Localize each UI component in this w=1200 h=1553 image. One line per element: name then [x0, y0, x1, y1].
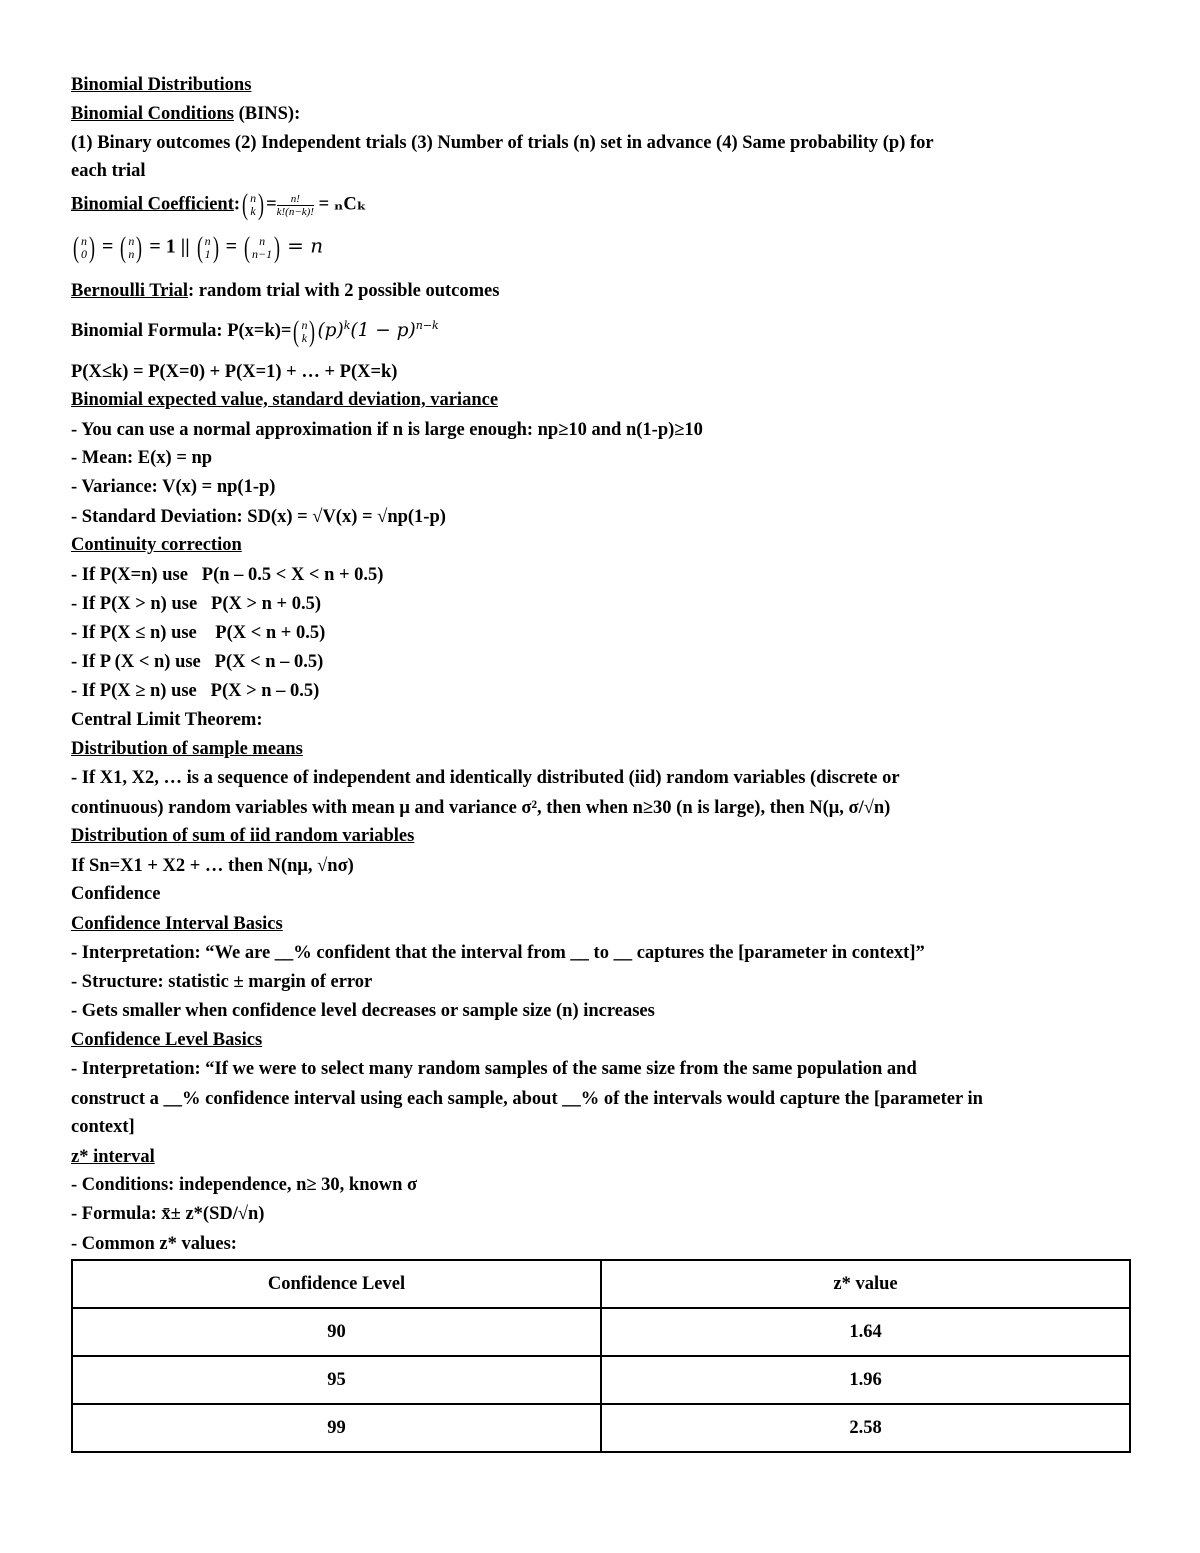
list-item: - Structure: statistic ± margin of error: [71, 972, 373, 992]
list-item: - If P(X ≤ n) use P(X < n + 0.5): [71, 623, 326, 643]
table-cell: 99: [72, 1404, 601, 1452]
list-item: - If P (X < n) use P(X < n – 0.5): [71, 652, 324, 672]
cumulative-line: P(X≤k) = P(X=0) + P(X=1) + … + P(X=k): [71, 362, 398, 382]
list-item: - Variance: V(x) = np(1-p): [71, 477, 276, 497]
conditions-line: (1) Binary outcomes (2) Independent trials (3) Number of trials (n) set in advance (4) Same probability (p) for: [71, 133, 934, 153]
list-item: - Conditions: independence, n≥ 30, known σ: [71, 1175, 418, 1195]
table-header-row: [72, 1260, 1130, 1308]
page-title: Binomial Distributions: [71, 75, 252, 95]
table-header: Confidence Level: [72, 1260, 601, 1308]
clt-heading: Central Limit Theorem:: [71, 710, 263, 730]
sum-line: If Sn=X1 + X2 + … then N(nμ, √nσ): [71, 856, 354, 876]
table-header: z* value: [601, 1260, 1130, 1308]
conditions-heading-suffix: (BINS):: [233, 104, 301, 124]
continuity-heading: Continuity correction: [71, 535, 242, 555]
coef-fraction: $\frac{n!}{k!(n-k)!}$: [276, 192, 314, 218]
bernoulli-line: Bernoulli Trial: random trial with 2 possible outcomes: [71, 281, 500, 301]
cl-line: - Interpretation: “If we were to select many random samples of the same size from the same population and: [71, 1059, 917, 1079]
conditions-heading-label: Binomial Conditions: [71, 104, 234, 124]
list-item: - Gets smaller when confidence level decreases or sample size (n) increases: [71, 1001, 655, 1021]
table-cell: 1.64: [601, 1308, 1130, 1356]
coef-suffix: = ₙCₖ: [318, 194, 367, 215]
table-row: [72, 1356, 1130, 1404]
list-item: - Mean: E(x) = np: [71, 448, 213, 468]
sample-means-heading: Distribution of sample means: [71, 739, 303, 759]
list-item: - You can use a normal approximation if n is large enough: np≥10 and n(1-p)≥10: [71, 420, 703, 440]
confidence-heading: Confidence: [71, 884, 161, 904]
list-item: - If P(X > n) use P(X > n + 0.5): [71, 594, 322, 614]
expected-heading: Binomial expected value, standard deviation, variance: [71, 390, 499, 410]
list-item: - If P(X=n) use P(n – 0.5 < X < n + 0.5): [71, 565, 384, 585]
list-item: - Formula: x̄± z*(SD/√n): [71, 1204, 265, 1224]
table-cell: 95: [72, 1356, 601, 1404]
list-item: - Standard Deviation: SD(x) = √V(x) = √np(1-p): [71, 507, 446, 527]
coef-label: Binomial Coefficient: [71, 194, 234, 215]
z-values-table: [71, 1259, 1131, 1453]
cl-line: context]: [71, 1117, 135, 1137]
binomial-n-k: ( n k ): [242, 188, 265, 221]
list-item: - Interpretation: “We are __% confident that the interval from __ to __ captures the [parameter in context]”: [71, 943, 925, 963]
sample-means-line: continuous) random variables with mean μ and variance σ², then when n≥30 (n is large), then N(μ, σ/√n): [71, 798, 891, 818]
binomial-formula-line: Binomial Formula: P(x=k)= ( n k ) $(p)^k(1 - p)^{n-k}$: [71, 314, 439, 348]
conditions-line: each trial: [71, 161, 146, 181]
table-row: [72, 1308, 1130, 1356]
ci-heading: Confidence Interval Basics: [71, 914, 283, 934]
binomial-identities: ( n 0 ) = ( n n ) = 1 || ( n 1 ) = ( n n−1 ) = n: [73, 231, 324, 264]
table-cell: 2.58: [601, 1404, 1130, 1452]
cl-heading: Confidence Level Basics: [71, 1030, 263, 1050]
binomial-coefficient-line: Binomial Coefficient: ( n k ) = $\frac{n!}{k!(n-k)!}$ = ₙCₖ: [71, 188, 367, 221]
list-item: - If P(X ≥ n) use P(X > n – 0.5): [71, 681, 320, 701]
conditions-heading: [71, 102, 300, 126]
table-row: [72, 1404, 1130, 1452]
sum-heading: Distribution of sum of iid random variables: [71, 826, 415, 846]
list-item: - Common z* values:: [71, 1234, 237, 1254]
cl-line: construct a __% confidence interval using each sample, about __% of the intervals would capture the [parameter in: [71, 1089, 983, 1109]
z-heading: z* interval: [71, 1147, 155, 1167]
table-cell: 90: [72, 1308, 601, 1356]
table-cell: 1.96: [601, 1356, 1130, 1404]
sample-means-line: - If X1, X2, … is a sequence of independent and identically distributed (iid) random variables (discrete or: [71, 768, 900, 788]
